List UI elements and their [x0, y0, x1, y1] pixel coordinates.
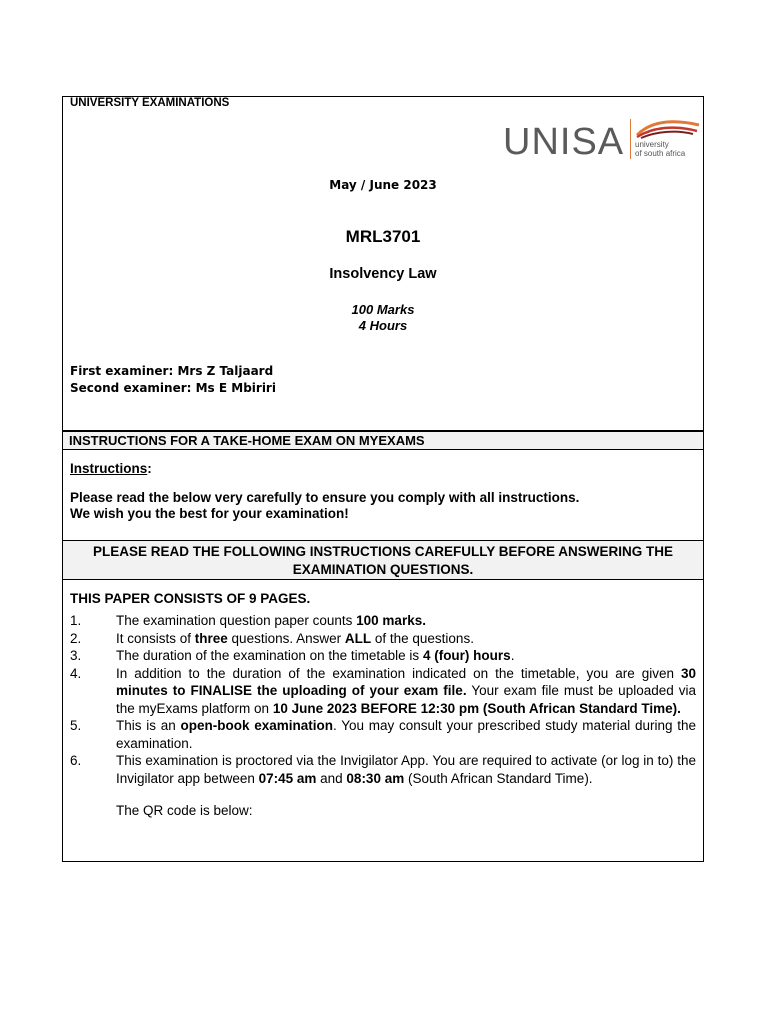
instructions-line-1: Please read the below very carefully to ensure you comply with all instructions.	[70, 490, 580, 505]
instruction-text: The duration of the examination on the timetable is 4 (four) hours.	[116, 648, 515, 663]
second-examiner: Second examiner: Ms E Mbiriri	[70, 381, 276, 395]
instruction-number: 5.	[70, 718, 82, 733]
instructions-title: Instructions	[70, 461, 148, 476]
qr-code-text: The QR code is below:	[116, 803, 253, 818]
instruction-number: 6.	[70, 753, 82, 768]
instruction-text: In addition to the duration of the examination indicated on the timetable, you are given 30 minutes to FINALISE the uploading of your exam file. Your exam file must be uploaded via the myExams platform on 10 June 2023 BEFORE 12:30 pm (South African Standard Time).	[116, 665, 697, 716]
module-code: MRL3701	[345, 227, 421, 246]
instruction-number: 3.	[70, 648, 82, 663]
instructions-body	[70, 591, 696, 818]
instruction-item	[70, 665, 696, 718]
logo-swoosh-icon	[633, 117, 703, 139]
instruction-number: 1.	[70, 613, 82, 628]
examiners	[70, 363, 276, 397]
instruction-text: The examination question paper counts 100 marks.	[116, 613, 426, 628]
logo-divider	[630, 119, 631, 159]
duration-hours: 4 Hours	[358, 318, 408, 333]
instruction-number: 2.	[70, 630, 82, 646]
exam-date: May / June 2023	[329, 178, 437, 192]
logo-subtitle: university of south africa	[635, 140, 686, 158]
take-home-instructions-heading: INSTRUCTIONS FOR A TAKE-HOME EXAM ON MYEXAMS	[63, 430, 703, 450]
exam-cover-page	[62, 96, 704, 862]
page-count-notice: THIS PAPER CONSISTS OF 9 PAGES.	[70, 591, 311, 606]
instructions-line-2: We wish you the best for your examination!	[70, 506, 349, 521]
instruction-item	[70, 612, 696, 630]
instruction-item	[70, 717, 696, 752]
logo-wordmark: UNISA	[503, 121, 625, 163]
instruction-list	[70, 612, 696, 787]
header-section	[63, 97, 703, 430]
university-examinations-label: UNIVERSITY EXAMINATIONS	[70, 97, 230, 109]
marks-hours	[63, 302, 703, 334]
instruction-text: It consists of three questions. Answer ALL of the questions.	[116, 630, 474, 646]
read-carefully-banner: PLEASE READ THE FOLLOWING INSTRUCTIONS CAREFULLY BEFORE ANSWERING THE EXAMINATION QUESTIONS.	[63, 540, 703, 580]
instructions-intro: Instructions: Please read the below very carefully to ensure you comply with all instructions. We wish you the best for your examination!	[70, 461, 696, 522]
total-marks: 100 Marks	[351, 302, 415, 317]
first-examiner: First examiner: Mrs Z Taljaard	[70, 364, 274, 378]
instruction-text: This is an open-book examination. You may consult your prescribed study material during the examination.	[116, 718, 696, 751]
instruction-text: This examination is proctored via the Invigilator App. You are required to activate (or log in to) the Invigilator app between 07:45 am and 08:30 am (South African Standard Time).	[116, 753, 696, 786]
module-title: Insolvency Law	[329, 266, 437, 282]
instruction-item	[70, 630, 696, 648]
instruction-number: 4.	[70, 665, 82, 681]
instruction-item	[70, 647, 696, 665]
instruction-item	[70, 752, 696, 787]
unisa-logo	[503, 117, 703, 165]
